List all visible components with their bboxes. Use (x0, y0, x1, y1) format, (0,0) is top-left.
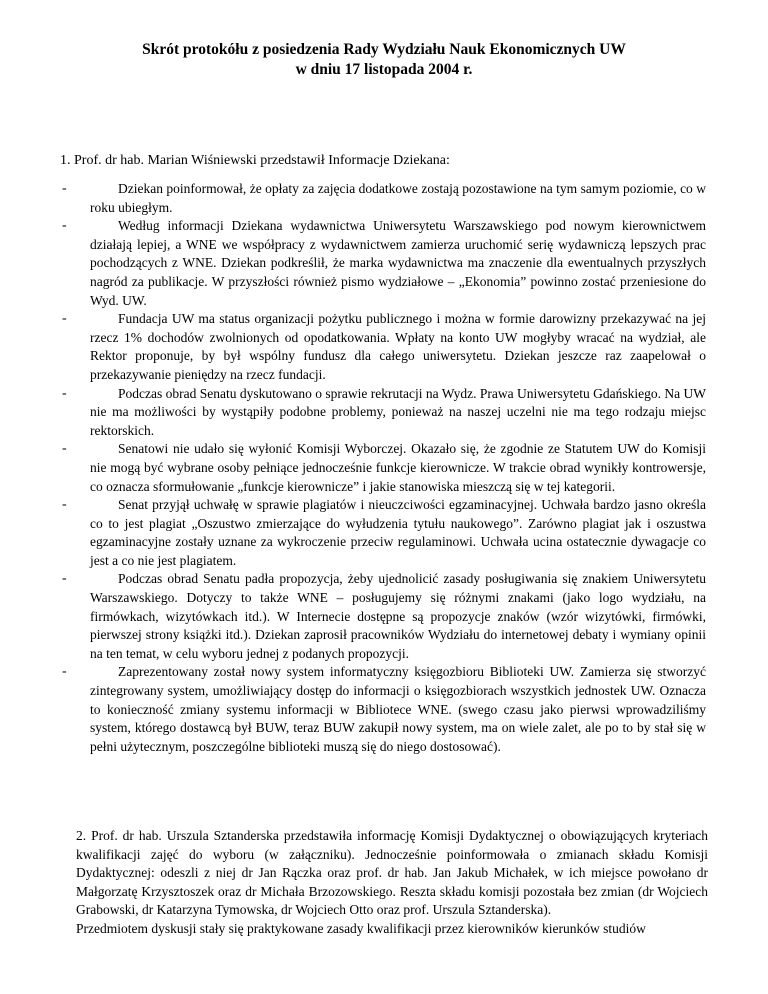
list-item (0, 440, 768, 496)
list-item-text: Dziekan poinformował, że opłaty za zajęcia dodatkowe zostają pozostawione na tym samym poziomie, co w roku ubiegłym. (90, 181, 706, 215)
list-item-text: Senatowi nie udało się wyłonić Komisji Wyborczej. Okazało się, że zgodnie ze Statutem UW do Komisji nie mogą być wybrane osoby pełniące jednocześnie funkcje kierownicze. W trakcie obrad wynikły kontrowersje, co oznacza sformułowanie „funkcje kierownicze” i jakie stanowiska mieszczą się w tej kategorii. (90, 441, 706, 494)
item-2-section (62, 827, 708, 939)
list-item (0, 385, 768, 441)
item-2-paragraph: 2. Prof. dr hab. Urszula Sztanderska przedstawiła informację Komisji Dydaktycznej o obowiązujących kryteriach kwalifikacji zajęć do wyboru (w załączniku). Jednocześnie poinformowała o zmianach składu Komisji Dydaktycznej: odeszli z niej dr Jan Rączka oraz prof. dr hab. Jan Jakub Michałek, w ich miejsce powołano dr Małgorzatę Krzysztoszek oraz dr Michała Brzozowskiego. Reszta składu komisji pozostała bez zmian (dr Wojciech Grabowski, dr Katarzyna Tymowska, dr Wojciech Otto oraz prof. Urszula Sztanderska). (76, 828, 708, 918)
list-item (0, 570, 768, 663)
item-1-heading: 1. Prof. dr hab. Marian Wiśniewski przedstawił Informacje Dziekana: (60, 153, 450, 168)
list-item (0, 217, 768, 310)
list-item-text: Według informacji Dziekana wydawnictwa Uniwersytetu Warszawskiego pod nowym kierownictwem działają lepiej, a WNE we współpracy z wydawnictwem zamierza uruchomić serię wydawniczą lepszych prac pochodzących z WNE. Dziekan podkreślił, że marka wydawnictwa ma znaczenie dla ewentualnych przyszłych nagród za publikacje. W przyszłości również pismo wydziałowe – „Ekonomia” powinno zostać przeniesione do Wyd. UW. (90, 218, 706, 308)
list-item (0, 496, 768, 570)
dean-information-list (0, 180, 768, 756)
dash-bullet: - (62, 181, 67, 196)
list-item-text: Senat przyjął uchwałę w sprawie plagiatów i nieuczciwości egzaminacyjnej. Uchwała bardzo jasno określa co to jest plagiat „Oszustwo zmierzające do wyłudzenia tytułu naukowego”. Zarówno plagiat jak i oszustwa egzaminacyjne zostały uznane za wykroczenie przeciw regulaminowi. Uchwała ucina ostatecznie dywagacje co jest a co nie jest plagiatem. (90, 497, 706, 568)
dash-bullet: - (62, 311, 67, 327)
list-item-text: Zaprezentowany został nowy system informatyczny księgozbioru Biblioteki UW. Zamierza się stworzyć zintegrowany system, umożliwiający dostęp do informacji o księgozbiorach wszystkich jednostek UW. Oznacza to konieczność zmiany systemu informacji w Bibliotece WNE. (swego czasu jako pierwsi wprowadziliśmy system, którego dostawcą był BUW, teraz BUW zakupił nowy system, ma on wiele zalet, ale po to by stał się w pełni użytecznym, poszczególne biblioteki muszą się do niego dostosować). (90, 664, 706, 754)
dash-bullet: - (62, 441, 67, 457)
list-item (0, 310, 768, 384)
list-item (0, 663, 768, 756)
list-item (0, 180, 768, 217)
dash-bullet: - (62, 664, 67, 680)
dash-bullet: - (62, 385, 67, 401)
item-2-continuation: Przedmiotem dyskusji stały się praktykowane zasady kwalifikacji przez kierowników kierunków studiów (76, 920, 646, 936)
dash-bullet: - (62, 497, 67, 513)
list-item-text: Fundacja UW ma status organizacji pożytku publicznego i można w formie darowizny przekazywać na jej rzecz 1% dochodów zwolnionych od opodatkowania. Wpłaty na konto UW mogłyby wracać na wydział, ale Rektor proponuje, by był wspólny fundusz dla całego uniwersytetu. Dziekan jeszcze raz zaapelował o przekazywanie pieniędzy na rzecz fundacji. (90, 311, 706, 382)
list-item-text: Podczas obrad Senatu padła propozycja, żeby ujednolicić zasady posługiwania się znakiem Uniwersytetu Warszawskiego. Dotyczy to także WNE – posługujemy się różnymi znakami (jako logo wydziału, na firmówkach, wizytówkach itd.). W Internecie dostępne są propozycje znaków (wzór wizytówki, firmówki, pierwszej strony książki itd.). Dziekan zaprosił pracowników Wydziału do internetowej debaty i wymiany opinii na ten temat, w celu wyboru jednej z podanych propozycji. (90, 571, 706, 661)
list-item-text: Podczas obrad Senatu dyskutowano o sprawie rekrutacji na Wydz. Prawa Uniwersytetu Gdańskiego. Na UW nie ma możliwości by wystąpiły podobne problemy, ponieważ na naszej uczelni nie ma tego rodzaju miejsc rektorskich. (90, 385, 706, 438)
dash-bullet: - (62, 218, 67, 234)
dash-bullet: - (62, 571, 67, 587)
title-line-2: w dniu 17 listopada 2004 r. (295, 61, 473, 78)
title-line-1: Skrót protokółu z posiedzenia Rady Wydziału Nauk Ekonomicznych UW (142, 41, 626, 58)
document-title (40, 40, 728, 80)
